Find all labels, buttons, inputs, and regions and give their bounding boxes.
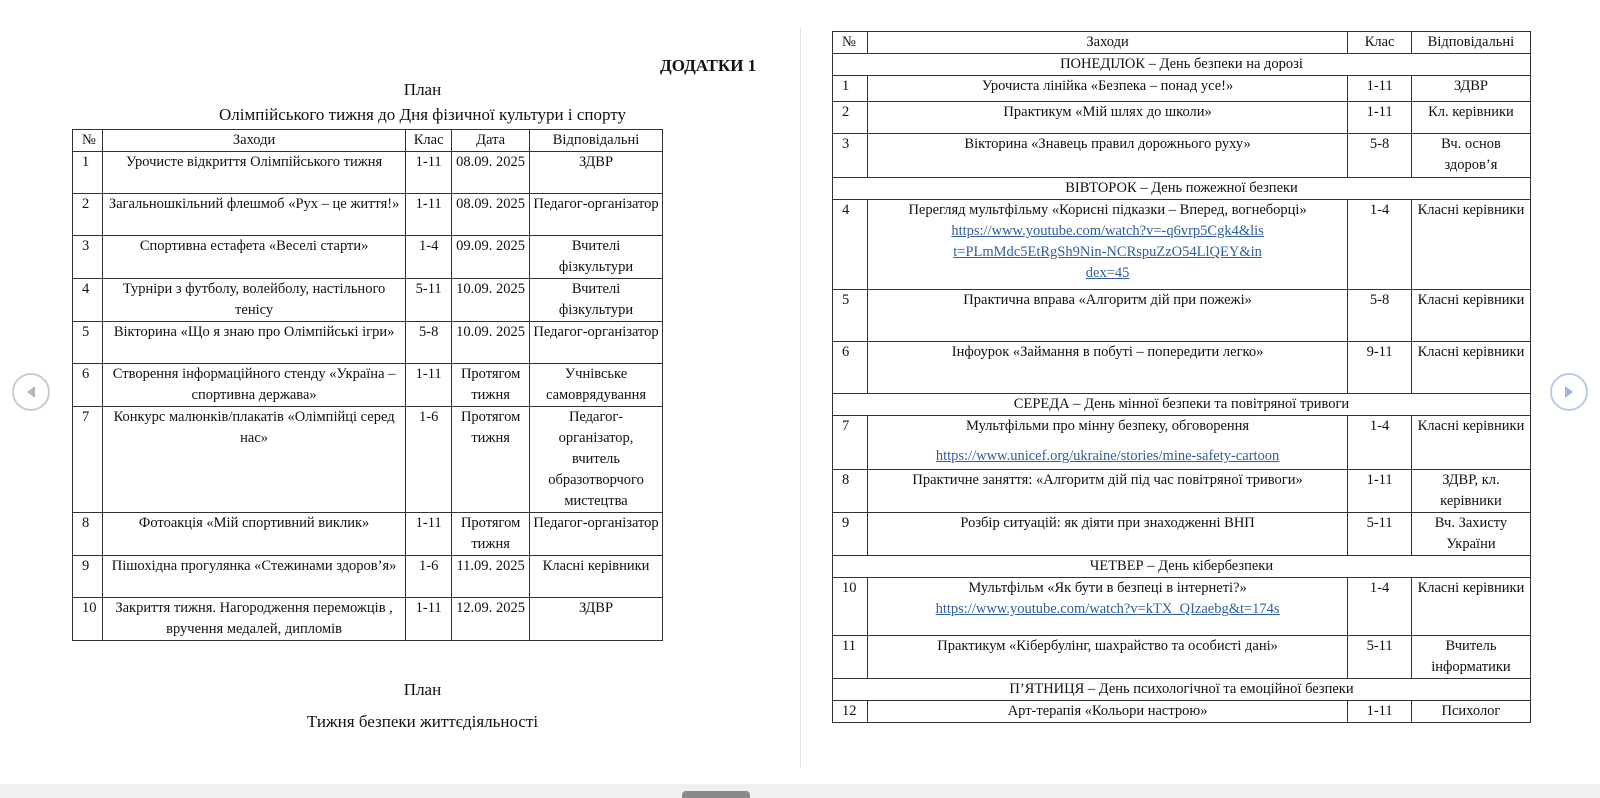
class-range: 1-11 bbox=[1348, 102, 1412, 134]
table-row bbox=[73, 598, 663, 641]
responsible: ЗДВР, кл. керівники bbox=[1411, 470, 1530, 513]
class-range: 1-11 bbox=[1348, 470, 1412, 513]
row-number: 6 bbox=[73, 364, 103, 407]
class-range: 9-11 bbox=[1348, 342, 1412, 394]
responsible: Педагог-організатор bbox=[530, 322, 663, 364]
responsible: Учнівське самоврядування bbox=[530, 364, 663, 407]
row-number: 4 bbox=[73, 279, 103, 322]
day-section-row bbox=[833, 679, 1531, 701]
responsible: Педагог-організатор bbox=[530, 194, 663, 236]
class-range: 5-8 bbox=[1348, 290, 1412, 342]
table-row bbox=[73, 152, 663, 194]
row-number: 1 bbox=[73, 152, 103, 194]
appendix-title: ДОДАТКИ 1 bbox=[660, 56, 757, 75]
class-range: 5-11 bbox=[406, 279, 452, 322]
row-number: 2 bbox=[73, 194, 103, 236]
event-cell bbox=[867, 76, 1347, 102]
table-row bbox=[73, 513, 663, 556]
row-number: 7 bbox=[833, 416, 868, 470]
row-number: 8 bbox=[73, 513, 103, 556]
event-name: Пішохідна прогулянка «Стежинами здоров’я» bbox=[102, 556, 405, 598]
row-number: 10 bbox=[73, 598, 103, 641]
event-cell bbox=[867, 701, 1347, 723]
responsible: ЗДВР bbox=[1411, 76, 1530, 102]
day-section-label: ВІВТОРОК – День пожежної безпеки bbox=[833, 178, 1531, 200]
table-row bbox=[833, 416, 1531, 470]
class-range: 1-11 bbox=[406, 513, 452, 556]
event-name: Мультфільм «Як бути в безпеці в інтернеті?» bbox=[968, 580, 1247, 596]
table-row bbox=[73, 364, 663, 407]
arrow-left-icon bbox=[24, 384, 38, 400]
day-section-label: СЕРЕДА – День мінної безпеки та повітряної тривоги bbox=[833, 394, 1531, 416]
event-name: Практичне заняття: «Алгоритм дій під час повітряної тривоги» bbox=[912, 472, 1303, 488]
responsible: Психолог bbox=[1411, 701, 1530, 723]
event-date: Протягом тижня bbox=[452, 407, 530, 513]
table-row bbox=[833, 342, 1531, 394]
responsible: Педагог-організатор bbox=[530, 513, 663, 556]
event-date: 08.09. 2025 bbox=[452, 194, 530, 236]
responsible: Класні керівники bbox=[1411, 342, 1530, 394]
col-header-class: Клас bbox=[1348, 32, 1412, 54]
event-cell bbox=[867, 102, 1347, 134]
responsible: Вчитель інформатики bbox=[1411, 636, 1530, 679]
class-range: 1-11 bbox=[406, 598, 452, 641]
safety-plan-subtitle: Тижня безпеки життєдіяльності bbox=[306, 712, 539, 731]
event-name: Фотоакція «Мій спортивний виклик» bbox=[102, 513, 405, 556]
row-number: 10 bbox=[833, 578, 868, 636]
col-header-date: Дата bbox=[452, 130, 530, 152]
table-row bbox=[833, 102, 1531, 134]
class-range: 1-11 bbox=[406, 364, 452, 407]
prev-page-button[interactable] bbox=[12, 373, 50, 411]
table-row bbox=[833, 513, 1531, 556]
table-row bbox=[833, 701, 1531, 723]
responsible: Класні керівники bbox=[1411, 416, 1530, 470]
event-name: Перегляд мультфільму «Корисні підказки – Вперед, вогнеборці» bbox=[908, 202, 1307, 218]
table-row bbox=[833, 134, 1531, 178]
responsible: Вчителі фізкультури bbox=[530, 236, 663, 279]
event-cell bbox=[867, 636, 1347, 679]
event-name: Практикум «Кібербулінг, шахрайство та особисті дані» bbox=[937, 638, 1278, 654]
event-name: Мультфільми про мінну безпеку, обговорення bbox=[966, 418, 1250, 434]
event-date: 09.09. 2025 bbox=[452, 236, 530, 279]
event-date: 10.09. 2025 bbox=[452, 279, 530, 322]
col-header-class: Клас bbox=[406, 130, 452, 152]
day-section-row bbox=[833, 556, 1531, 578]
class-range: 1-11 bbox=[406, 194, 452, 236]
table-header-row bbox=[833, 32, 1531, 54]
event-name: Спортивна естафета «Веселі старти» bbox=[102, 236, 405, 279]
event-cell bbox=[867, 200, 1347, 290]
event-name: Практикум «Мій шлях до школи» bbox=[1003, 104, 1212, 120]
responsible: Вч. Захисту України bbox=[1411, 513, 1530, 556]
document-page-left bbox=[0, 0, 800, 784]
event-name: Інфоурок «Займання в побуті – попередити легко» bbox=[951, 344, 1264, 360]
responsible: ЗДВР bbox=[530, 152, 663, 194]
class-range: 1-4 bbox=[1348, 416, 1412, 470]
table-row bbox=[73, 236, 663, 279]
table-row bbox=[73, 322, 663, 364]
col-header-responsible: Відповідальні bbox=[530, 130, 663, 152]
row-number: 1 bbox=[833, 76, 868, 102]
table-row bbox=[833, 200, 1531, 290]
olympic-plan-title: План bbox=[403, 80, 442, 99]
class-range: 5-8 bbox=[1348, 134, 1412, 178]
arrow-right-icon bbox=[1562, 384, 1576, 400]
event-cell bbox=[867, 290, 1347, 342]
event-name: Урочисте відкриття Олімпійського тижня bbox=[102, 152, 405, 194]
document-page-right bbox=[802, 0, 1600, 784]
table-row bbox=[833, 290, 1531, 342]
event-name: Закриття тижня. Нагородження переможців , вручення медалей, дипломів bbox=[102, 598, 405, 641]
event-date: Протягом тижня bbox=[452, 364, 530, 407]
table-header-row bbox=[73, 130, 663, 152]
table-row bbox=[833, 578, 1531, 636]
scrollbar-thumb[interactable] bbox=[682, 791, 750, 798]
event-cell bbox=[867, 134, 1347, 178]
table-row bbox=[73, 556, 663, 598]
class-range: 5-11 bbox=[1348, 636, 1412, 679]
class-range: 1-11 bbox=[406, 152, 452, 194]
col-header-responsible: Відповідальні bbox=[1411, 32, 1530, 54]
row-number: 5 bbox=[73, 322, 103, 364]
class-range: 1-6 bbox=[406, 556, 452, 598]
day-section-row bbox=[833, 178, 1531, 200]
olympic-plan-subtitle: Олімпійського тижня до Дня фізичної культури і спорту bbox=[219, 105, 626, 124]
day-section-label: ЧЕТВЕР – День кібербезпеки bbox=[833, 556, 1531, 578]
table-row bbox=[833, 470, 1531, 513]
event-date: 08.09. 2025 bbox=[452, 152, 530, 194]
event-date: 10.09. 2025 bbox=[452, 322, 530, 364]
event-name: Розбір ситуацій: як діяти при знаходженні ВНП bbox=[960, 515, 1255, 531]
row-number: 12 bbox=[833, 701, 868, 723]
event-name: Урочиста лінійка «Безпека – понад усе!» bbox=[981, 78, 1234, 94]
event-name: Практична вправа «Алгоритм дій при пожежі» bbox=[963, 292, 1252, 308]
row-number: 6 bbox=[833, 342, 868, 394]
event-date: 12.09. 2025 bbox=[452, 598, 530, 641]
class-range: 1-4 bbox=[1348, 578, 1412, 636]
event-date: 11.09. 2025 bbox=[452, 556, 530, 598]
event-name: Створення інформаційного стенду «Україна – спортивна держава» bbox=[102, 364, 405, 407]
horizontal-scrollbar[interactable] bbox=[0, 784, 1600, 798]
event-link[interactable]: https://www.youtube.com/watch?v=kTX_QIzaebg&t=174s bbox=[935, 601, 1280, 617]
event-name: Арт-терапія «Кольори настрою» bbox=[1007, 703, 1208, 719]
class-range: 1-6 bbox=[406, 407, 452, 513]
event-link[interactable]: https://www.youtube.com/watch?v=-q6vrp5Cgk4&list=PLmMdc5EtRgSh9Nin-NCRspuZzO54LlQEY&index=45 bbox=[951, 223, 1264, 281]
col-header-num: № bbox=[833, 32, 868, 54]
safety-plan-title: План bbox=[403, 680, 442, 699]
event-name: Конкурс малюнків/плакатів «Олімпійці серед нас» bbox=[102, 407, 405, 513]
table-row bbox=[833, 76, 1531, 102]
event-name: Турніри з футболу, волейболу, настільного тенісу bbox=[102, 279, 405, 322]
row-number: 9 bbox=[73, 556, 103, 598]
row-number: 2 bbox=[833, 102, 868, 134]
event-name: Вікторина «Знавець правил дорожнього руху» bbox=[964, 136, 1251, 152]
day-section-label: ПОНЕДІЛОК – День безпеки на дорозі bbox=[833, 54, 1531, 76]
col-header-event: Заходи bbox=[102, 130, 405, 152]
day-section-label: П’ЯТНИЦЯ – День психологічної та емоційної безпеки bbox=[833, 679, 1531, 701]
safety-week-table bbox=[832, 31, 1531, 723]
responsible: Класні керівники bbox=[1411, 290, 1530, 342]
event-name: Вікторина «Що я знаю про Олімпійські ігри» bbox=[102, 322, 405, 364]
class-range: 1-4 bbox=[1348, 200, 1412, 290]
responsible: Педагог-організатор, вчитель образотворчого мистецтва bbox=[530, 407, 663, 513]
responsible: Кл. керівники bbox=[1411, 102, 1530, 134]
class-range: 1-11 bbox=[1348, 701, 1412, 723]
class-range: 1-11 bbox=[1348, 76, 1412, 102]
class-range: 5-11 bbox=[1348, 513, 1412, 556]
responsible: Вч. основ здоров’я bbox=[1411, 134, 1530, 178]
row-number: 4 bbox=[833, 200, 868, 290]
row-number: 11 bbox=[833, 636, 868, 679]
next-page-button[interactable] bbox=[1550, 373, 1588, 411]
olympic-week-table bbox=[72, 129, 663, 641]
row-number: 5 bbox=[833, 290, 868, 342]
event-cell bbox=[867, 578, 1347, 636]
event-name: Загальношкільний флешмоб «Рух – це життя!» bbox=[102, 194, 405, 236]
event-cell bbox=[867, 416, 1347, 470]
day-section-row bbox=[833, 394, 1531, 416]
row-number: 8 bbox=[833, 470, 868, 513]
row-number: 3 bbox=[833, 134, 868, 178]
table-row bbox=[73, 194, 663, 236]
event-cell bbox=[867, 513, 1347, 556]
class-range: 1-4 bbox=[406, 236, 452, 279]
row-number: 9 bbox=[833, 513, 868, 556]
row-number: 7 bbox=[73, 407, 103, 513]
responsible: Класні керівники bbox=[530, 556, 663, 598]
responsible: Класні керівники bbox=[1411, 578, 1530, 636]
event-link[interactable]: https://www.unicef.org/ukraine/stories/mine-safety-cartoon bbox=[935, 448, 1280, 464]
row-number: 3 bbox=[73, 236, 103, 279]
page-divider bbox=[800, 28, 801, 768]
class-range: 5-8 bbox=[406, 322, 452, 364]
responsible: Класні керівники bbox=[1411, 200, 1530, 290]
event-cell bbox=[867, 470, 1347, 513]
col-header-event: Заходи bbox=[867, 32, 1347, 54]
responsible: ЗДВР bbox=[530, 598, 663, 641]
table-row bbox=[833, 636, 1531, 679]
table-row bbox=[73, 279, 663, 322]
event-cell bbox=[867, 342, 1347, 394]
responsible: Вчителі фізкультури bbox=[530, 279, 663, 322]
event-date: Протягом тижня bbox=[452, 513, 530, 556]
table-row bbox=[73, 407, 663, 513]
day-section-row bbox=[833, 54, 1531, 76]
col-header-num: № bbox=[73, 130, 103, 152]
